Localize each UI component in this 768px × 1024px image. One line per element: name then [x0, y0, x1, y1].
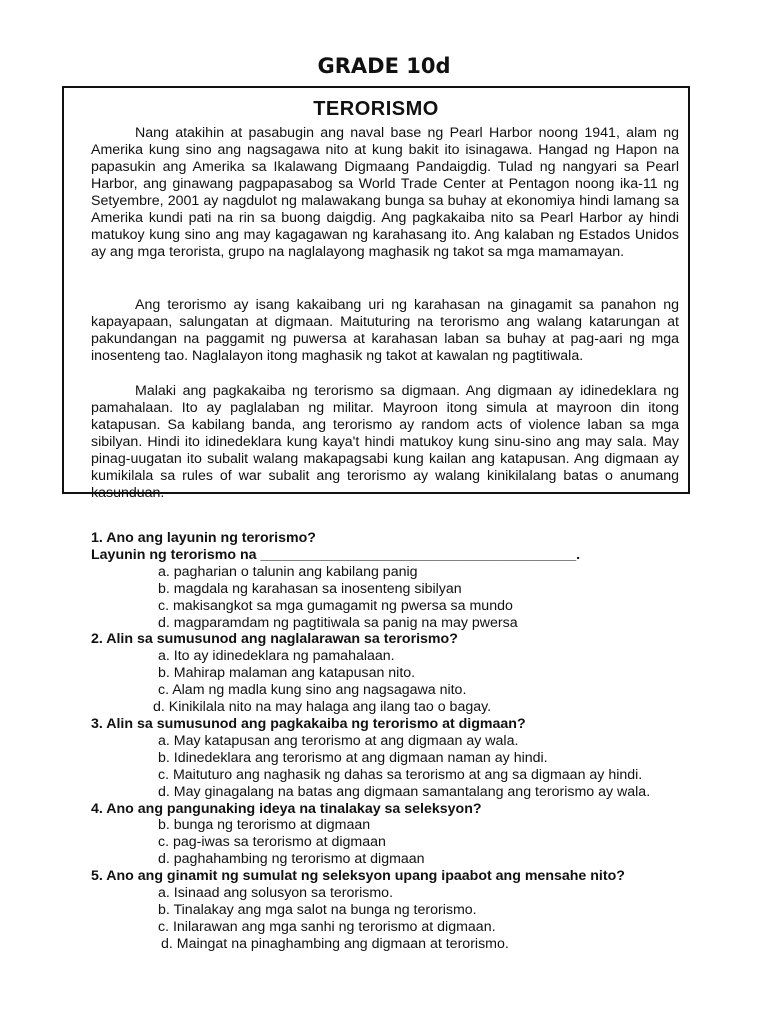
question-text: 2. Alin sa sumusunod ang naglalarawan sa terorismo?	[91, 631, 458, 648]
answer-option[interactable]: c. Inilarawan ang mga sanhi ng terorismo at digmaan.	[158, 918, 496, 935]
question-4	[91, 801, 691, 869]
question-2	[91, 631, 691, 716]
answer-option[interactable]: d. paghahambing ng terorismo at digmaan	[158, 851, 425, 868]
answer-option[interactable]: c. pag-iwas sa terorismo at digmaan	[158, 834, 386, 851]
answer-option[interactable]: d. Maingat na pinaghambing ang digmaan at terorismo.	[161, 935, 509, 952]
answer-option[interactable]: d. magparamdam ng pagtitiwala sa panig na may pwersa	[158, 614, 518, 631]
question-text: 4. Ano ang pangunaking ideya na tinalakay sa seleksyon?	[91, 800, 482, 817]
question-list	[91, 530, 691, 953]
answer-option[interactable]: b. bunga ng terorismo at digmaan	[158, 817, 371, 834]
answer-option[interactable]: c. makisangkot sa mga gumagamit ng pwersa sa mundo	[158, 597, 513, 614]
passage-title: TERORISMO	[313, 98, 439, 120]
answer-option[interactable]: b. Mahirap malaman ang katapusan nito.	[158, 665, 416, 682]
answer-option[interactable]: c. Alam ng madla kung sino ang nagsagawa nito.	[158, 682, 467, 699]
question-prompt: Layunin ng terorismo na ________________________________________.	[91, 546, 581, 563]
answer-option[interactable]: b. magdala ng karahasan sa inosenteng sibilyan	[158, 580, 462, 597]
answer-option[interactable]: a. May katapusan ang terorismo at ang digmaan ay wala.	[158, 732, 519, 749]
question-3	[91, 716, 691, 801]
question-1	[91, 530, 691, 631]
answer-option[interactable]: d. May ginagalang na batas ang digmaan samantalang ang terorismo ay wala.	[158, 783, 651, 800]
answer-option[interactable]: b. Tinalakay ang mga salot na bunga ng terorismo.	[158, 901, 477, 918]
question-text: 3. Alin sa sumusunod ang pagkakaiba ng terorismo at digmaan?	[91, 715, 526, 732]
answer-option[interactable]: a. pagharian o talunin ang kabilang panig	[158, 563, 418, 580]
reading-passage-box	[62, 86, 690, 501]
answer-option[interactable]: a. Ito ay idinedeklara ng pamahalaan.	[158, 648, 395, 665]
question-text: 5. Ano ang ginamit ng sumulat ng seleksyon upang ipaabot ang mensahe nito?	[91, 868, 625, 885]
answer-option[interactable]: b. Idinedeklara ang terorismo at ang digmaan naman ay hindi.	[158, 749, 548, 766]
passage-paragraph-3: Malaki ang pagkakaiba ng terorismo sa digmaan. Ang digmaan ay idinedeklara ng pamahalaan. Ito ay paglalaban ng militar. Mayroon itong simula at mayroon din itong katapusan. Sa kabilang banda, ang terorismo ay random acts of violence laban sa mga sibilyan. Hindi ito idinedeklara kung kaya't hindi matukoy kung sinu-sino ang may sala. May pinag-uugatan ito subalit walang makapagsabi kung kailan ang katapusan. Ang digmaan ay kumikilala sa rules of war subalit ang terorismo ay walang kinikilalang batas o anumang kasunduan.	[91, 383, 679, 501]
passage-paragraph-1: Nang atakihin at pasabugin ang naval base ng Pearl Harbor noong 1941, alam ng Amerika kung sino ang nagsagawa nito at kung bakit ito isinagawa. Hangad ng Hapon na papasukin ang Amerika sa Ikalawang Digmaang Pandaigdig. Tulad ng nangyari sa Pearl Harbor, ang ginawang pagpapasabog sa World Trade Center at Pentagon noong ika-11 ng Setyembre, 2001 ay nagdulot ng malawakang bunga sa buhay at ekonomiya hindi lamang sa Amerika kundi pati na rin sa buong daigdig. Ang pagkakaiba nito sa Pearl Harbor ay hindi matukoy kung sino ang may kagagawan ng karahasang ito. Ang kalaban ng Estados Unidos ay ang mga terorista, grupo na naglalayong maghasik ng takot sa mga mamamayan.	[91, 125, 679, 260]
page-title: GRADE 10d	[317, 54, 451, 78]
answer-option[interactable]: d. Kinikilala nito na may halaga ang ilang tao o bagay.	[153, 699, 492, 716]
question-text: 1. Ano ang layunin ng terorismo?	[91, 530, 316, 546]
answer-option[interactable]: c. Maituturo ang naghasik ng dahas sa terorismo at ang sa digmaan ay hindi.	[158, 766, 643, 783]
question-5	[91, 868, 691, 953]
passage-paragraph-2: Ang terorismo ay isang kakaibang uri ng karahasan na ginagamit sa panahon ng kapayapaan, salungatan at digmaan. Maituturing na terorismo ang walang katarungan at pakundangan na paggamit ng puwersa at karahasan laban sa buhay at pag-aari ng mga inosenteng tao. Naglalayon itong maghasik ng takot at kawalan ng pagtitiwala.	[91, 297, 679, 364]
answer-option[interactable]: a. Isinaad ang solusyon sa terorismo.	[158, 885, 394, 902]
